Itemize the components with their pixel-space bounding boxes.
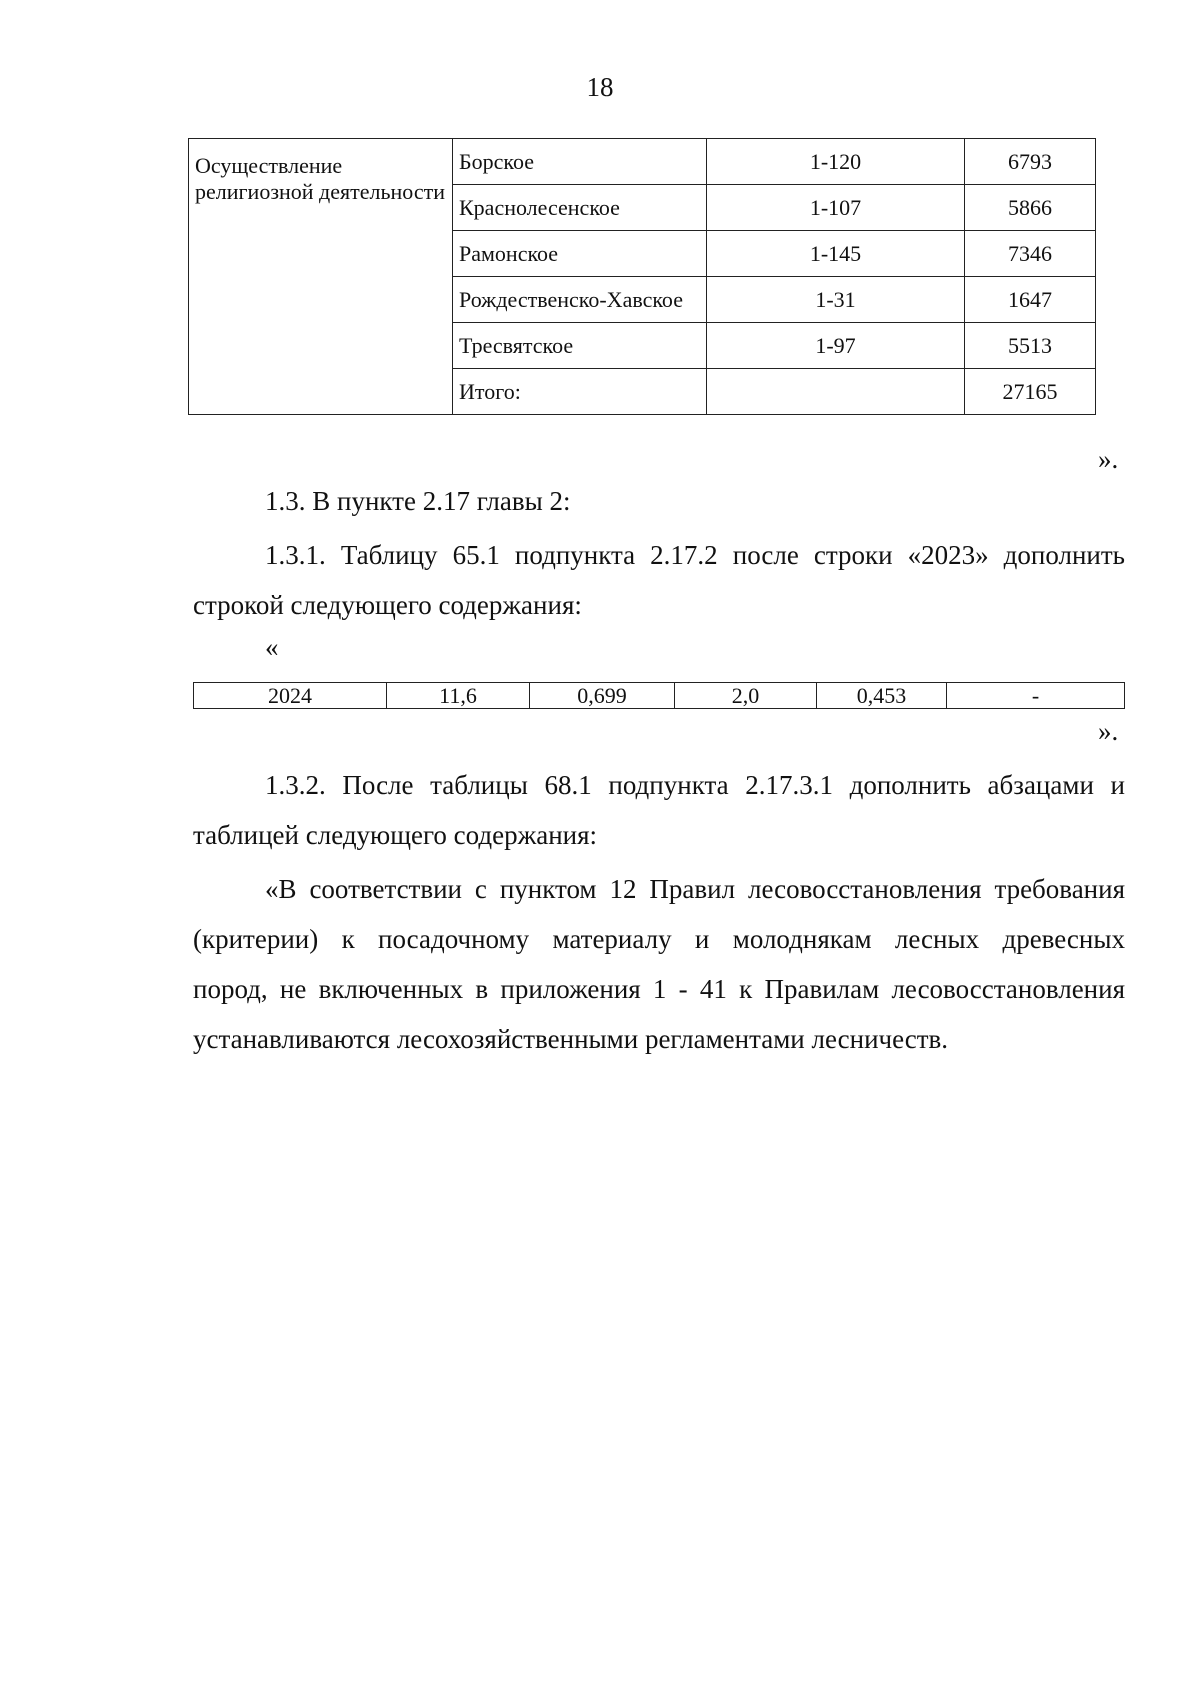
quarter-range-cell: 1-145 — [707, 231, 965, 277]
page-number: 18 — [586, 72, 614, 102]
quoted-paragraph-line-2: (критерии) к посадочному материалу и молоднякам лесных древесных — [193, 924, 1125, 954]
quarter-range-cell: 1-107 — [707, 185, 965, 231]
paragraph-1-3-1-line-2: строкой следующего содержания: — [193, 590, 582, 620]
closing-quote-2: ». — [1098, 716, 1119, 746]
year-cell: 2024 — [194, 683, 387, 709]
paragraph-1-3-2-line-2: таблицей следующего содержания: — [193, 820, 598, 850]
paragraph-1-3-1-line-1: 1.3.1. Таблицу 65.1 подпункта 2.17.2 после строки «2023» дополнить — [265, 540, 1125, 570]
quarter-range-cell: 1-97 — [707, 323, 965, 369]
total-label-cell: Итого: — [453, 369, 707, 415]
value-cell: 0,453 — [817, 683, 947, 709]
quarter-range-cell — [707, 369, 965, 415]
forestry-name-cell: Краснолесенское — [453, 185, 707, 231]
quarter-range-cell: 1-120 — [707, 139, 965, 185]
quarter-range-cell: 1-31 — [707, 277, 965, 323]
quoted-paragraph-line-1: «В соответствии с пунктом 12 Правил лесовосстановления требования — [265, 874, 1125, 904]
value-cell: 2,0 — [675, 683, 817, 709]
forestry-name-cell: Борское — [453, 139, 707, 185]
forestry-name-cell: Тресвятское — [453, 323, 707, 369]
area-cell: 1647 — [965, 277, 1096, 323]
quoted-paragraph-line-3: пород, не включенных в приложения 1 - 41 к Правилам лесовосстановления — [193, 974, 1125, 1004]
area-cell: 5513 — [965, 323, 1096, 369]
quoted-paragraph-line-4: устанавливаются лесохозяйственными регламентами лесничеств. — [193, 1024, 949, 1054]
opening-quote: « — [265, 632, 279, 662]
closing-quote: ». — [1098, 444, 1119, 474]
category-cell: Осуществление религиозной деятельности — [189, 139, 453, 415]
forestry-name-cell: Рамонское — [453, 231, 707, 277]
table-row — [194, 683, 1125, 709]
paragraph-1-3-2-line-1: 1.3.2. После таблицы 68.1 подпункта 2.17.3.1 дополнить абзацами и — [265, 770, 1125, 800]
area-cell: 6793 — [965, 139, 1096, 185]
area-cell: 5866 — [965, 185, 1096, 231]
total-area-cell: 27165 — [965, 369, 1096, 415]
area-cell: 7346 — [965, 231, 1096, 277]
value-cell: 11,6 — [387, 683, 530, 709]
value-cell: - — [947, 683, 1125, 709]
forestry-name-cell: Рождественско-Хавское — [453, 277, 707, 323]
table-row — [189, 139, 1096, 185]
table-65-1-row — [193, 682, 1125, 709]
forest-area-table — [188, 138, 1096, 415]
value-cell: 0,699 — [530, 683, 675, 709]
paragraph-1-3: 1.3. В пункте 2.17 главы 2: — [265, 486, 571, 516]
